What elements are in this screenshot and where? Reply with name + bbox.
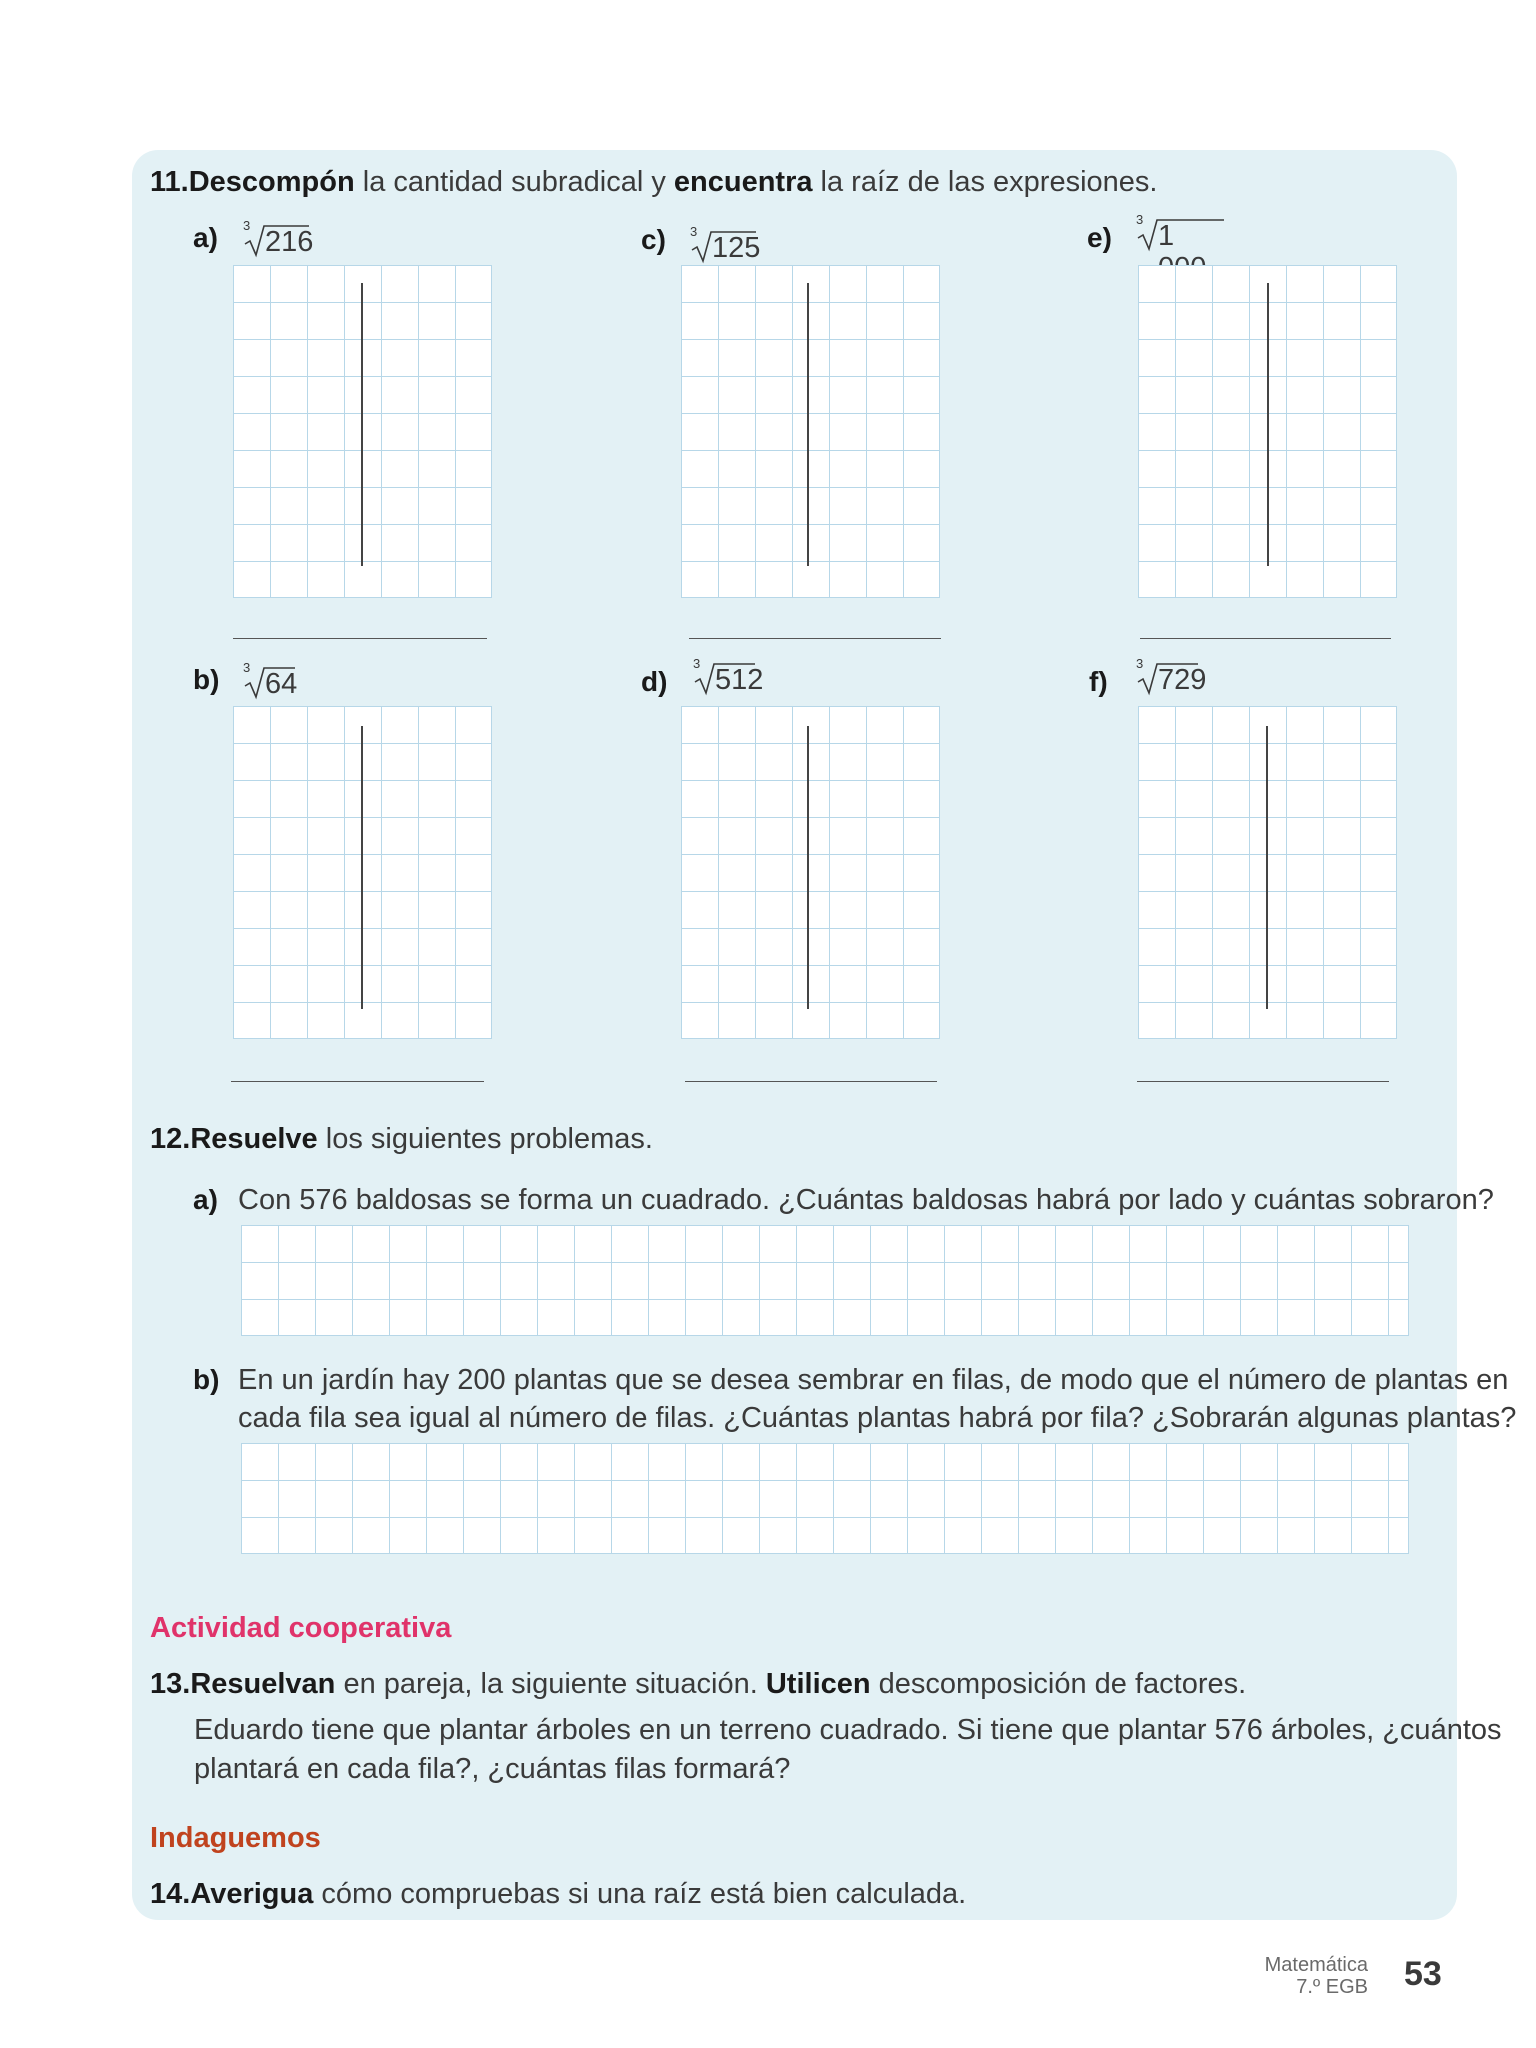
root-index: 3 <box>243 660 251 675</box>
root-index: 3 <box>690 224 698 239</box>
radicand: 125 <box>712 232 761 264</box>
q12-b-text-line1: En un jardín hay 200 plantas que se desea sembrar en filas, de modo que el número de plantas en <box>238 1364 1509 1396</box>
q12-b-text-line2: cada fila sea igual al número de filas. ¿Cuántas plantas habrá por fila? ¿Sobrarán algunas plantas? <box>238 1402 1517 1434</box>
radicand: 729 <box>1158 664 1207 696</box>
division-line <box>1266 726 1268 1009</box>
root-index: 3 <box>243 218 251 233</box>
q14-text: cómo compruebas si una raíz está bien calculada. <box>313 1878 967 1910</box>
q14-statement <box>150 1878 966 1911</box>
q11-item-a-grid[interactable] <box>233 265 492 598</box>
radicand: 1 <box>1158 220 1175 252</box>
q12-b-answer-grid[interactable] <box>241 1443 1409 1554</box>
q13-text-line1: Eduardo tiene que plantar árboles en un terreno cuadrado. Si tiene que plantar 576 árboles, ¿cuántos <box>194 1714 1502 1746</box>
q12-a-text: Con 576 baldosas se forma un cuadrado. ¿Cuántas baldosas habrá por lado y cuántas sobraron? <box>238 1184 1494 1216</box>
q12-statement <box>150 1123 653 1156</box>
q11-statement <box>150 166 1157 199</box>
footer-subject-name: Matemática <box>1264 1954 1368 1976</box>
q11-item-a-label: a) <box>193 222 218 253</box>
q12-a-label: a) <box>193 1184 218 1215</box>
q11-item-c-answer-line[interactable] <box>689 638 941 639</box>
q11-verb1: Descompón <box>188 166 355 198</box>
q14-verb: Averigua <box>190 1878 314 1910</box>
q11-item-c-grid[interactable] <box>681 265 940 598</box>
q11-item-e-answer-line[interactable] <box>1140 638 1391 639</box>
division-line <box>1267 283 1269 566</box>
q13-text2: descomposición de factores. <box>870 1668 1247 1700</box>
footer-subject <box>1200 1954 1368 1998</box>
q13-number: 13. <box>150 1668 191 1700</box>
q11-text1: la cantidad subradical y <box>354 166 674 198</box>
q11-item-b-answer-line[interactable] <box>231 1081 484 1082</box>
q11-item-d-grid[interactable] <box>681 706 940 1039</box>
q12-verb: Resuelve <box>190 1123 318 1155</box>
indaguemos-title: Indaguemos <box>150 1822 321 1854</box>
q11-number: 11. <box>150 166 189 198</box>
division-line <box>807 726 809 1009</box>
division-line <box>807 283 809 566</box>
q13-statement <box>150 1668 1246 1701</box>
root-index: 3 <box>1136 656 1144 671</box>
q11-item-a-answer-line[interactable] <box>233 638 487 639</box>
q13-text-line2: plantará en cada fila?, ¿cuántas filas formará? <box>194 1753 791 1785</box>
q11-item-b-grid[interactable] <box>233 706 492 1039</box>
q13-text1: en pareja, la siguiente situación. <box>335 1668 766 1700</box>
q11-item-b-label: b) <box>193 664 220 695</box>
radicand: 512 <box>715 664 764 696</box>
q11-item-f-grid[interactable] <box>1138 706 1397 1039</box>
q13-verb2: Utilicen <box>765 1668 871 1700</box>
q11-item-d-answer-line[interactable] <box>685 1081 937 1082</box>
q12-b-label: b) <box>193 1364 220 1395</box>
radicand: 216 <box>265 226 314 258</box>
root-index: 3 <box>693 656 701 671</box>
q12-a-answer-grid[interactable] <box>241 1225 1409 1336</box>
division-line <box>361 726 363 1009</box>
footer-grade: 7.º EGB <box>1296 1976 1368 1998</box>
q11-item-e-grid[interactable] <box>1138 265 1397 598</box>
root-index: 3 <box>1136 212 1144 227</box>
q11-item-f-label: f) <box>1089 666 1108 697</box>
q13-verb1: Resuelvan <box>190 1668 336 1700</box>
division-line <box>361 283 363 566</box>
q11-verb2: encuentra <box>673 166 813 198</box>
q11-item-c-label: c) <box>641 224 666 255</box>
page-number: 53 <box>1404 1955 1442 1993</box>
radicand: 64 <box>265 668 298 700</box>
q12-text: los siguientes problemas. <box>317 1123 653 1155</box>
q11-item-e-label: e) <box>1087 222 1112 253</box>
q11-item-f-answer-line[interactable] <box>1137 1081 1389 1082</box>
q11-item-d-label: d) <box>641 666 668 697</box>
q12-number: 12. <box>150 1123 191 1155</box>
cooperative-activity-title: Actividad cooperativa <box>150 1612 452 1644</box>
q14-number: 14. <box>150 1878 191 1910</box>
q11-text2: la raíz de las expresiones. <box>812 166 1158 198</box>
